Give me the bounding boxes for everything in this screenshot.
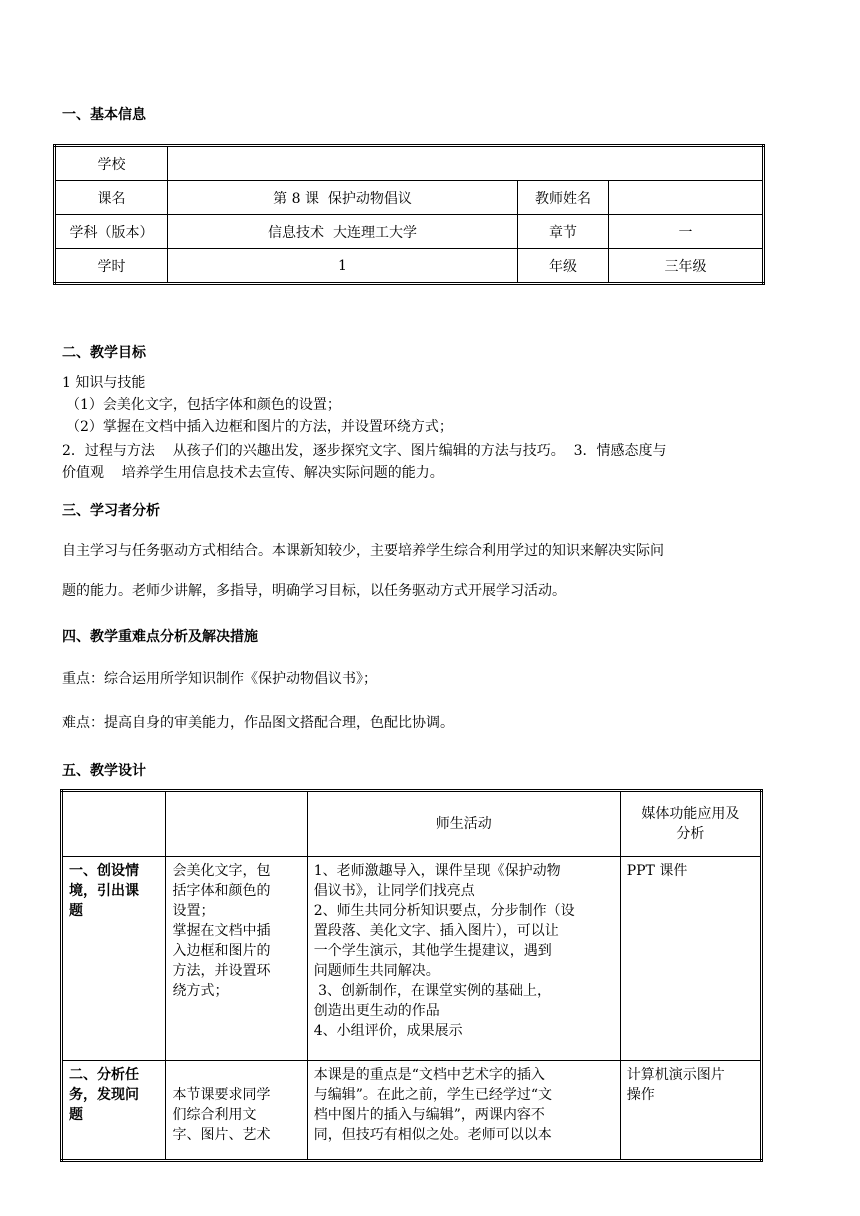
media-line: 操作 <box>626 1087 655 1103</box>
content-line: 本节课要求同学 <box>172 1087 271 1103</box>
info-row-school <box>55 146 764 181</box>
info-label-grade: 年级 <box>518 249 609 284</box>
stage-line: 二、分析任 <box>69 1067 139 1083</box>
design-header-row <box>62 791 762 857</box>
info-value-grade: 三年级 <box>609 249 764 284</box>
content-line: 方法，并设置环 <box>172 963 271 979</box>
activity-line: 置段落、美化文字、插入图片），可以让 <box>313 923 559 939</box>
content-line: 字、图片、艺术 <box>172 1127 271 1143</box>
activity-line: 倡议书》，让同学们找亮点 <box>313 883 475 899</box>
info-row-hours <box>55 249 764 284</box>
info-label-school: 学校 <box>55 146 168 181</box>
activity-line: 4、小组评价，成果展示 <box>313 1023 463 1039</box>
learner-analysis-line-2: 题的能力。老师少讲解，多指导，明确学习目标，以任务驱动方式开展学习活动。 <box>62 583 566 599</box>
stage-line: 一、创设情 <box>69 863 139 879</box>
objective-line-3: （2）掌握在文档中插入边框和图片的方法，并设置环绕方式； <box>66 419 453 435</box>
content-line: 括字体和颜色的 <box>172 883 271 899</box>
design-stage-cell <box>62 857 166 1061</box>
design-stage-cell <box>62 1061 166 1161</box>
info-label-chapter: 章节 <box>518 215 609 249</box>
key-point-text: 重点：综合运用所学知识制作《保护动物倡议书》； <box>62 671 377 687</box>
section4-heading: 四、教学重难点分析及解决措施 <box>62 629 258 645</box>
design-activity-cell <box>307 1061 620 1161</box>
design-row <box>62 1061 762 1161</box>
difficulty-text: 难点：提高自身的审美能力，作品图文搭配合理，色配比协调。 <box>62 715 454 731</box>
objective-line-2: （1）会美化文字，包括字体和颜色的设置； <box>66 397 341 413</box>
info-value-school <box>168 146 764 181</box>
info-row-course <box>55 181 764 215</box>
content-line <box>172 1065 300 1085</box>
activity-line: 3、创新制作，在课堂实例的基础上， <box>313 983 552 999</box>
section1-heading: 一、基本信息 <box>62 107 146 123</box>
activity-line: 一个学生演示，其他学生提建议，遇到 <box>313 943 552 959</box>
info-value-subject: 信息技术 大连理工大学 <box>168 215 518 249</box>
design-content-cell <box>166 1061 307 1161</box>
content-line: 掌握在文档中插 <box>172 923 271 939</box>
activity-line: 问题师生共同解决。 <box>313 963 440 979</box>
design-content-cell <box>166 857 307 1061</box>
content-line: 入边框和图片的 <box>172 943 271 959</box>
activity-line: 与编辑”。在此之前，学生已经学过“文 <box>313 1087 553 1103</box>
activity-line: 同，但技巧有相似之处。老师可以以本 <box>313 1127 552 1143</box>
info-label-hours: 学时 <box>55 249 168 284</box>
design-header-media <box>620 791 761 857</box>
activity-line: 创造出更生动的作品 <box>313 1003 440 1019</box>
section3-heading: 三、学习者分析 <box>62 503 160 519</box>
info-label-subject: 学科（版本） <box>55 215 168 249</box>
media-line: 计算机演示图片 <box>626 1067 725 1083</box>
section5-heading: 五、教学设计 <box>62 763 146 779</box>
stage-line: 境，引出课 <box>69 883 139 899</box>
design-header-activity: 师生活动 <box>307 791 620 857</box>
content-line: 设置； <box>172 903 215 919</box>
content-line: 绕方式； <box>172 983 229 999</box>
objective-line-5: 价值观 培养学生用信息技术去宣传、解决实际问题的能力。 <box>62 465 444 481</box>
info-value-teacher <box>609 181 764 215</box>
design-media-cell <box>620 1061 761 1161</box>
content-line: 们综合利用文 <box>172 1107 257 1123</box>
basic-info-table <box>53 144 765 285</box>
objective-line-4: 2．过程与方法 从孩子们的兴趣出发，逐步探究文字、图片编辑的方法与技巧。 3．情感态度与 <box>62 443 667 459</box>
activity-line: 2、师生共同分析知识要点，分步制作（设 <box>313 903 575 919</box>
learner-analysis-line-1: 自主学习与任务驱动方式相结合。本课新知较少，主要培养学生综合利用学过的知识来解决实际问 <box>62 543 664 559</box>
stage-line: 务，发现问 <box>69 1087 139 1103</box>
info-value-chapter: 一 <box>609 215 764 249</box>
teaching-design-table <box>60 789 763 1162</box>
info-label-teacher: 教师姓名 <box>518 181 609 215</box>
activity-line: 本课是的重点是“文档中艺术字的插入 <box>313 1067 545 1083</box>
design-row <box>62 857 762 1061</box>
activity-line: 档中图片的插入与编辑”，两课内容不 <box>313 1107 545 1123</box>
stage-line: 题 <box>69 903 83 919</box>
info-row-subject <box>55 215 764 249</box>
design-header-media-line1: 媒体功能应用及 <box>641 806 740 822</box>
design-activity-cell <box>307 857 620 1061</box>
activity-line: 1、老师激趣导入，课件呈现《保护动物 <box>313 863 561 879</box>
info-label-course: 课名 <box>55 181 168 215</box>
content-line: 会美化文字，包 <box>172 863 271 879</box>
info-value-course: 第 8 课 保护动物倡议 <box>168 181 518 215</box>
design-media-cell <box>620 857 761 1061</box>
design-header-media-line2: 分析 <box>676 826 705 842</box>
media-line: PPT 课件 <box>626 863 688 879</box>
objective-line-1: 1 知识与技能 <box>62 375 146 391</box>
info-value-hours: 1 <box>168 249 518 284</box>
section2-heading: 二、教学目标 <box>62 345 146 361</box>
stage-line: 题 <box>69 1107 83 1123</box>
design-header-col2 <box>166 791 307 857</box>
design-header-col1 <box>62 791 166 857</box>
